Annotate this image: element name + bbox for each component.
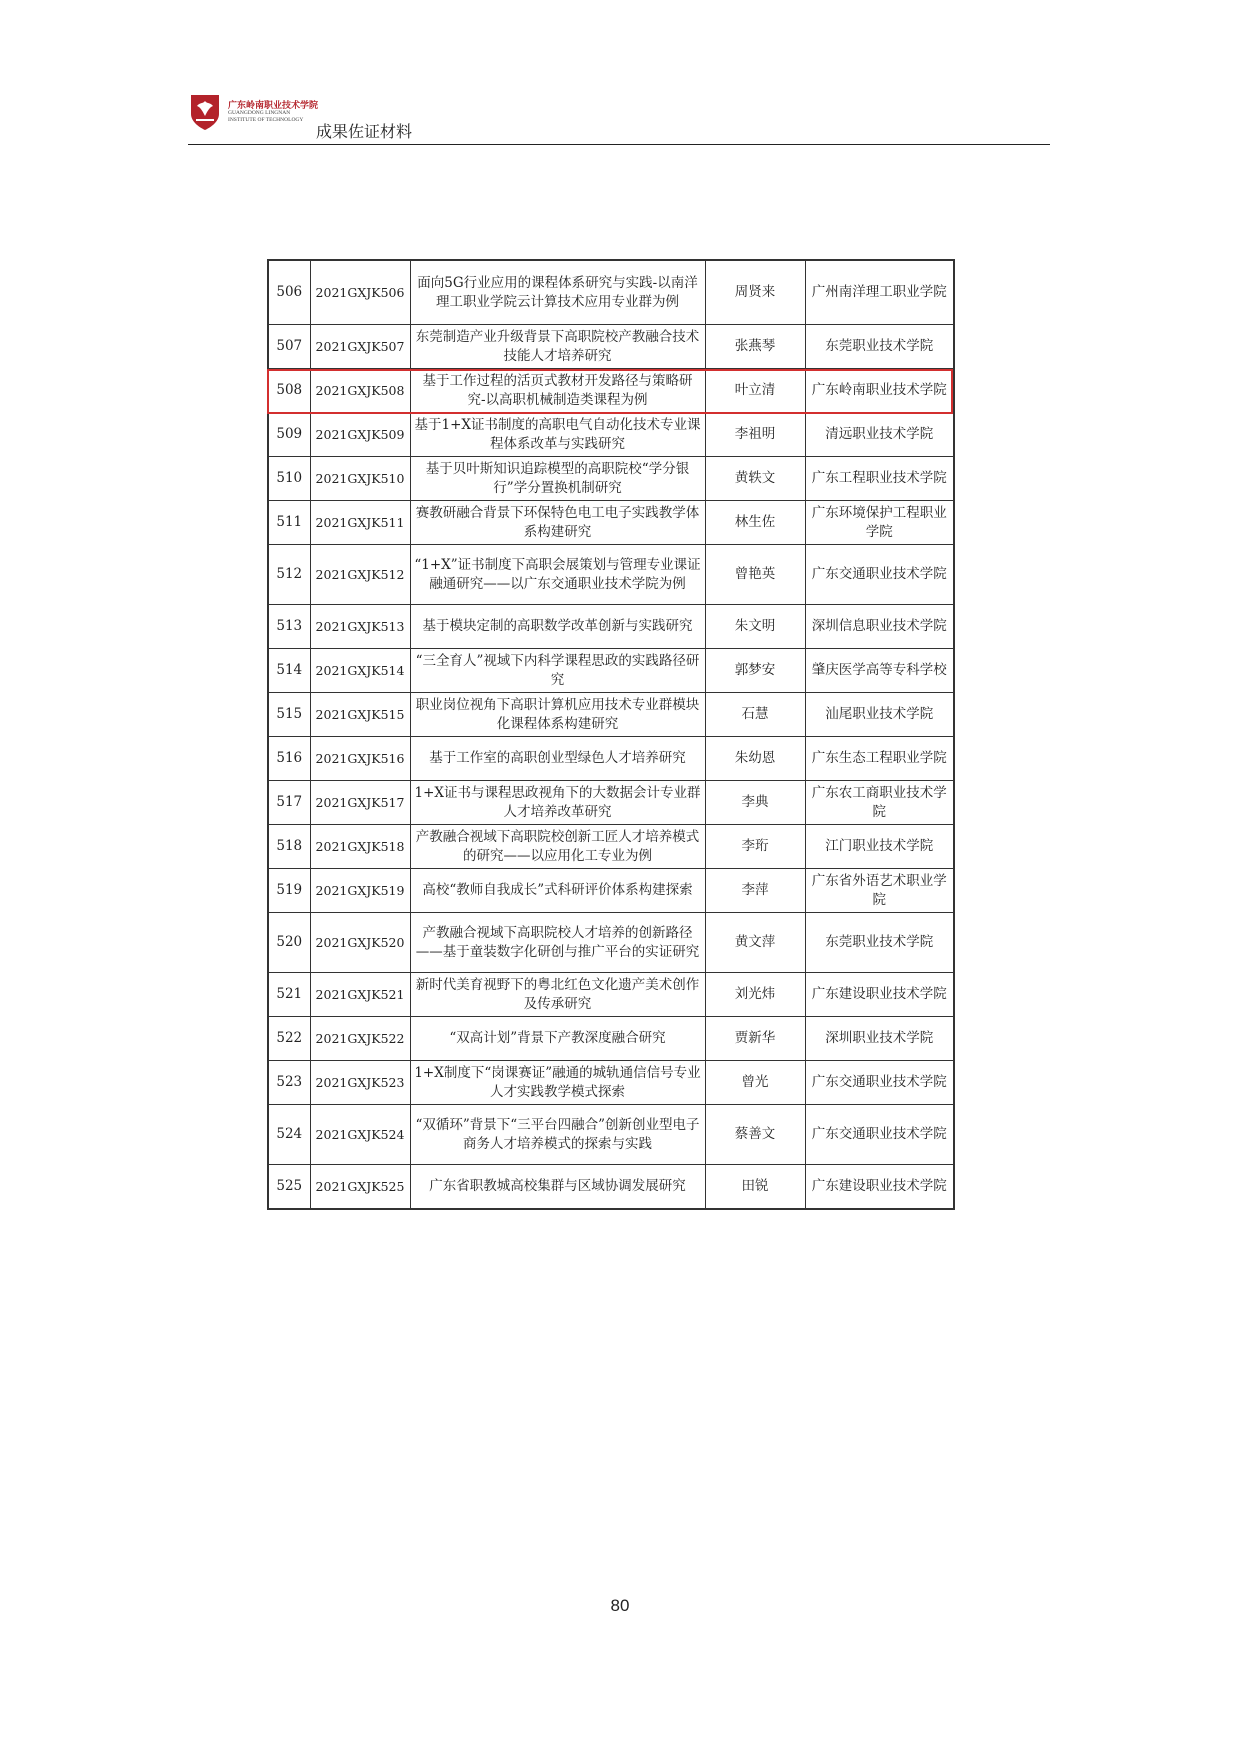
row-number-cell: 509	[268, 413, 310, 457]
table-row	[268, 1017, 954, 1061]
project-code-cell: 2021GXJK510	[310, 457, 410, 501]
project-code-cell: 2021GXJK518	[310, 825, 410, 869]
project-title-cell: 基于贝叶斯知识追踪模型的高职院校“学分银行”学分置换机制研究	[410, 457, 705, 501]
row-number-cell: 508	[268, 369, 310, 413]
project-leader-cell: 李萍	[705, 869, 805, 913]
logo-school-name: 广东岭南职业技术学院	[228, 101, 319, 111]
row-number-cell: 512	[268, 545, 310, 605]
logo-english-line2: INSTITUTE OF TECHNOLOGY	[228, 117, 304, 123]
row-number-cell: 506	[268, 260, 310, 325]
row-number-cell: 521	[268, 973, 310, 1017]
project-code-cell: 2021GXJK521	[310, 973, 410, 1017]
row-number-cell: 519	[268, 869, 310, 913]
row-number-cell: 514	[268, 649, 310, 693]
table-row	[268, 649, 954, 693]
project-code-cell: 2021GXJK511	[310, 501, 410, 545]
project-table-body	[268, 260, 954, 1209]
project-code-cell: 2021GXJK522	[310, 1017, 410, 1061]
project-leader-cell: 李典	[705, 781, 805, 825]
table-row	[268, 693, 954, 737]
project-title-cell: 赛教研融合背景下环保特色电工电子实践教学体系构建研究	[410, 501, 705, 545]
project-code-cell: 2021GXJK523	[310, 1061, 410, 1105]
table-row	[268, 1061, 954, 1105]
project-leader-cell: 李珩	[705, 825, 805, 869]
project-title-cell: 东莞制造产业升级背景下高职院校产教融合技术技能人才培养研究	[410, 325, 705, 369]
table-row	[268, 325, 954, 369]
header-title: 成果佐证材料	[316, 122, 413, 141]
project-code-cell: 2021GXJK513	[310, 605, 410, 649]
page-number: 80	[610, 1596, 630, 1615]
row-number-cell: 522	[268, 1017, 310, 1061]
project-title-cell: 产教融合视域下高职院校人才培养的创新路径——基于童装数字化研创与推广平台的实证研究	[410, 913, 705, 973]
institution-cell: 广东农工商职业技术学院	[805, 781, 954, 825]
project-leader-cell: 田锐	[705, 1165, 805, 1210]
table-row	[268, 973, 954, 1017]
table-row	[268, 825, 954, 869]
project-title-cell: 1+X制度下“岗课赛证”融通的城轨通信信号专业人才实践教学模式探索	[410, 1061, 705, 1105]
table-row	[268, 781, 954, 825]
project-table	[267, 259, 955, 1210]
institution-cell: 广东交通职业技术学院	[805, 1061, 954, 1105]
project-code-cell: 2021GXJK506	[310, 260, 410, 325]
table-row	[268, 913, 954, 973]
table-row	[268, 501, 954, 545]
project-title-cell: “双高计划”背景下产教深度融合研究	[410, 1017, 705, 1061]
institution-cell: 江门职业技术学院	[805, 825, 954, 869]
row-number-cell: 511	[268, 501, 310, 545]
institution-cell: 广东建设职业技术学院	[805, 1165, 954, 1210]
project-title-cell: 新时代美育视野下的粤北红色文化遗产美术创作及传承研究	[410, 973, 705, 1017]
institution-cell: 清远职业技术学院	[805, 413, 954, 457]
project-code-cell: 2021GXJK517	[310, 781, 410, 825]
project-leader-cell: 黄轶文	[705, 457, 805, 501]
project-title-cell: 基于1+X证书制度的高职电气自动化技术专业课程体系改革与实践研究	[410, 413, 705, 457]
row-number-cell: 507	[268, 325, 310, 369]
row-number-cell: 517	[268, 781, 310, 825]
project-code-cell: 2021GXJK514	[310, 649, 410, 693]
project-leader-cell: 石慧	[705, 693, 805, 737]
table-row	[268, 605, 954, 649]
project-leader-cell: 周贤来	[705, 260, 805, 325]
institution-cell: 东莞职业技术学院	[805, 325, 954, 369]
row-number-cell: 525	[268, 1165, 310, 1210]
project-leader-cell: 郭梦安	[705, 649, 805, 693]
project-title-cell: 产教融合视域下高职院校创新工匠人才培养模式的研究——以应用化工专业为例	[410, 825, 705, 869]
project-table-container	[267, 259, 953, 1210]
institution-cell: 广东环境保护工程职业学院	[805, 501, 954, 545]
project-code-cell: 2021GXJK507	[310, 325, 410, 369]
institution-cell: 广东建设职业技术学院	[805, 973, 954, 1017]
institution-cell: 广州南洋理工职业学院	[805, 260, 954, 325]
institution-cell: 肇庆医学高等专科学校	[805, 649, 954, 693]
row-number-cell: 523	[268, 1061, 310, 1105]
logo-english-line1: GUANGDONG LINGNAN	[228, 110, 291, 116]
project-leader-cell: 曾光	[705, 1061, 805, 1105]
row-number-cell: 513	[268, 605, 310, 649]
project-code-cell: 2021GXJK525	[310, 1165, 410, 1210]
project-leader-cell: 黄文萍	[705, 913, 805, 973]
project-title-cell: “双循环”背景下“三平台四融合”创新创业型电子商务人才培养模式的探索与实践	[410, 1105, 705, 1165]
institution-cell: 广东交通职业技术学院	[805, 1105, 954, 1165]
project-leader-cell: 林生佐	[705, 501, 805, 545]
row-number-cell: 515	[268, 693, 310, 737]
institution-cell: 深圳信息职业技术学院	[805, 605, 954, 649]
table-row	[268, 869, 954, 913]
project-leader-cell: 朱文明	[705, 605, 805, 649]
project-code-cell: 2021GXJK520	[310, 913, 410, 973]
project-title-cell: “三全育人”视域下内科学课程思政的实践路径研究	[410, 649, 705, 693]
institution-cell: 广东岭南职业技术学院	[805, 369, 954, 413]
table-row	[268, 457, 954, 501]
project-leader-cell: 曾艳英	[705, 545, 805, 605]
logo-english-name	[228, 110, 303, 124]
row-number-cell: 516	[268, 737, 310, 781]
project-title-cell: “1+X”证书制度下高职会展策划与管理专业课证融通研究——以广东交通职业技术学院为例	[410, 545, 705, 605]
row-number-cell: 518	[268, 825, 310, 869]
project-leader-cell: 张燕琴	[705, 325, 805, 369]
project-title-cell: 基于模块定制的高职数学改革创新与实践研究	[410, 605, 705, 649]
project-title-cell: 职业岗位视角下高职计算机应用技术专业群模块化课程体系构建研究	[410, 693, 705, 737]
project-title-cell: 面向5G行业应用的课程体系研究与实践-以南洋理工职业学院云计算技术应用专业群为例	[410, 260, 705, 325]
table-row	[268, 1105, 954, 1165]
project-title-cell: 广东省职教城高校集群与区域协调发展研究	[410, 1165, 705, 1210]
row-number-cell: 510	[268, 457, 310, 501]
institution-cell: 广东生态工程职业学院	[805, 737, 954, 781]
table-row	[268, 737, 954, 781]
project-code-cell: 2021GXJK515	[310, 693, 410, 737]
table-row	[268, 1165, 954, 1210]
institution-cell: 广东省外语艺术职业学院	[805, 869, 954, 913]
project-leader-cell: 朱幼恩	[705, 737, 805, 781]
project-leader-cell: 贾新华	[705, 1017, 805, 1061]
table-row	[268, 369, 954, 413]
institution-cell: 东莞职业技术学院	[805, 913, 954, 973]
project-leader-cell: 叶立清	[705, 369, 805, 413]
project-title-cell: 1+X证书与课程思政视角下的大数据会计专业群人才培养改革研究	[410, 781, 705, 825]
institution-cell: 广东交通职业技术学院	[805, 545, 954, 605]
project-title-cell: 高校“教师自我成长”式科研评价体系构建探索	[410, 869, 705, 913]
table-row	[268, 545, 954, 605]
institution-cell: 汕尾职业技术学院	[805, 693, 954, 737]
project-code-cell: 2021GXJK508	[310, 369, 410, 413]
project-leader-cell: 蔡善文	[705, 1105, 805, 1165]
institution-cell: 深圳职业技术学院	[805, 1017, 954, 1061]
project-code-cell: 2021GXJK512	[310, 545, 410, 605]
project-leader-cell: 李祖明	[705, 413, 805, 457]
project-code-cell: 2021GXJK509	[310, 413, 410, 457]
row-number-cell: 520	[268, 913, 310, 973]
project-title-cell: 基于工作室的高职创业型绿色人才培养研究	[410, 737, 705, 781]
row-number-cell: 524	[268, 1105, 310, 1165]
project-title-cell: 基于工作过程的活页式教材开发路径与策略研究-以高职机械制造类课程为例	[410, 369, 705, 413]
table-row	[268, 413, 954, 457]
project-leader-cell: 刘光炜	[705, 973, 805, 1017]
institution-cell: 广东工程职业技术学院	[805, 457, 954, 501]
project-code-cell: 2021GXJK519	[310, 869, 410, 913]
table-row	[268, 260, 954, 325]
page-header	[188, 88, 1050, 145]
project-code-cell: 2021GXJK516	[310, 737, 410, 781]
project-code-cell: 2021GXJK524	[310, 1105, 410, 1165]
school-logo-icon	[188, 92, 222, 132]
